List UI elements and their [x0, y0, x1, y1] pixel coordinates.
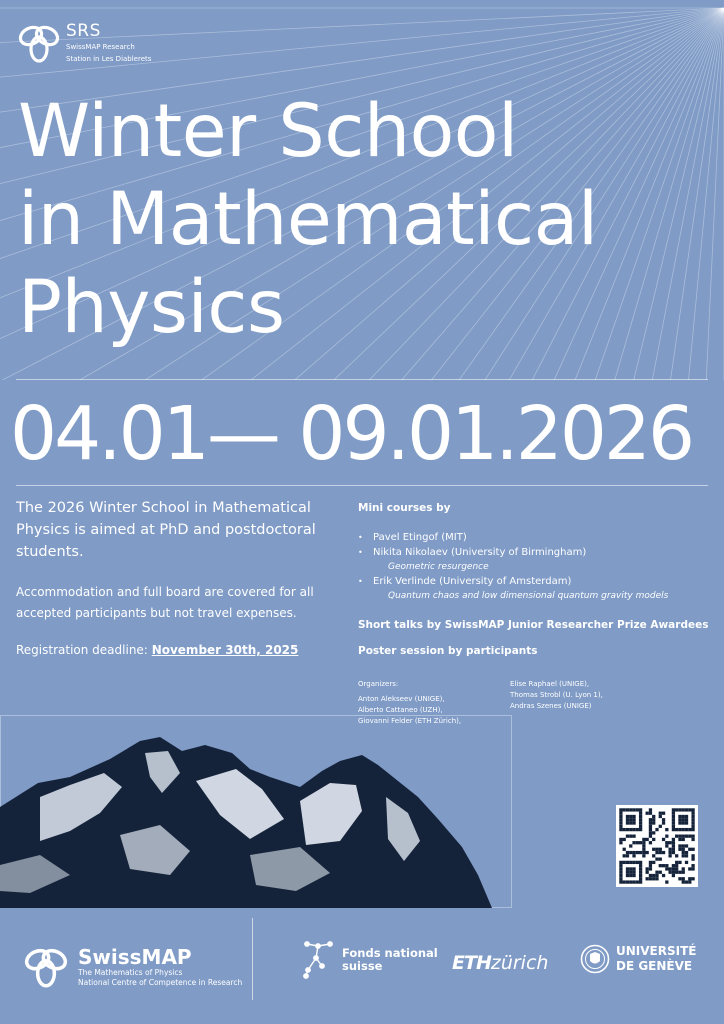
mini-courses-heading: Mini courses by: [358, 502, 451, 514]
qr-code-icon[interactable]: [616, 805, 698, 887]
unige-line-1: UNIVERSITÉ: [616, 944, 697, 958]
divider-top: [16, 379, 708, 380]
srs-line1: SwissMAP Research: [66, 43, 135, 51]
swissmap-name: SwissMAP: [78, 945, 192, 969]
srs-trefoil-icon: [16, 22, 62, 64]
deadline-label: Registration deadline:: [16, 643, 148, 657]
organizer-name: Anton Alekseev (UNIGE),: [358, 695, 445, 703]
title-line-2: in Mathematical: [18, 177, 598, 262]
swissmap-trefoil-icon: [22, 944, 70, 990]
fns-line-2: suisse: [342, 959, 383, 973]
swissmap-sub-2: National Centre of Competence in Research: [78, 978, 243, 987]
eth-bold: ETH: [452, 952, 491, 974]
course-lecturer: Erik Verlinde (University of Amsterdam): [373, 576, 572, 587]
footer-divider: [252, 918, 253, 1000]
organizers-column-2: [510, 679, 662, 727]
course-topic: Quantum chaos and low dimensional quantum gravity models: [388, 591, 669, 601]
unige-logo: [580, 944, 696, 974]
fns-logo: [302, 940, 438, 980]
organizers-label: Organizers:: [358, 680, 399, 688]
course-lecturer: Nikita Nikolaev (University of Birmingham): [373, 547, 587, 558]
organizer-name: Elise Raphael (UNIGE),: [510, 680, 590, 688]
event-dates: 04.01— 09.01.2026: [10, 391, 693, 477]
title-line-1: Winter School: [18, 89, 518, 174]
divider-middle: [16, 485, 708, 486]
srs-logo: [16, 22, 151, 64]
course-item: [358, 574, 718, 603]
mountain-image: [0, 715, 512, 908]
program-column: [358, 502, 718, 727]
swissmap-logo: [22, 944, 242, 990]
organizer-name: Giovanni Felder (ETH Zürich),: [358, 717, 462, 725]
organizer-name: Alberto Cattaneo (UZH),: [358, 706, 443, 714]
course-item: [358, 530, 718, 545]
fns-line-1: Fonds national: [342, 946, 438, 960]
title-line-3: Physics: [18, 265, 285, 350]
eth-logo: [452, 952, 548, 974]
organizer-name: Thomas Strobl (U. Lyon 1),: [510, 691, 603, 699]
registration-deadline: [16, 643, 346, 657]
unige-seal-icon: [580, 944, 610, 974]
description-column: [16, 497, 346, 657]
fns-network-icon: [302, 940, 334, 980]
srs-abbr: SRS: [66, 21, 101, 41]
course-item: [358, 545, 718, 574]
srs-line2: Station in Les Diablerets: [66, 55, 152, 63]
poster-title: [18, 88, 598, 352]
mini-courses-list: [358, 530, 718, 603]
swissmap-sub-1: The Mathematics of Physics: [78, 968, 183, 977]
accommodation-text: Accommodation and full board are covered for all accepted participants but not travel expenses.: [16, 585, 314, 620]
unige-line-2: DE GENÈVE: [616, 959, 693, 973]
course-lecturer: Pavel Etingof (MIT): [373, 532, 467, 543]
poster-session-heading: Poster session by participants: [358, 645, 538, 657]
deadline-date: November 30th, 2025: [151, 643, 299, 657]
course-topic: Geometric resurgence: [388, 562, 489, 572]
intro-text: The 2026 Winter School in Mathematical Physics is aimed at PhD and postdoctoral students.: [16, 500, 316, 560]
eth-rest: zürich: [490, 952, 549, 974]
short-talks-heading: Short talks by SwissMAP Junior Researcher Prize Awardees: [358, 619, 709, 631]
organizer-name: Andras Szenes (UNIGE): [510, 702, 592, 710]
